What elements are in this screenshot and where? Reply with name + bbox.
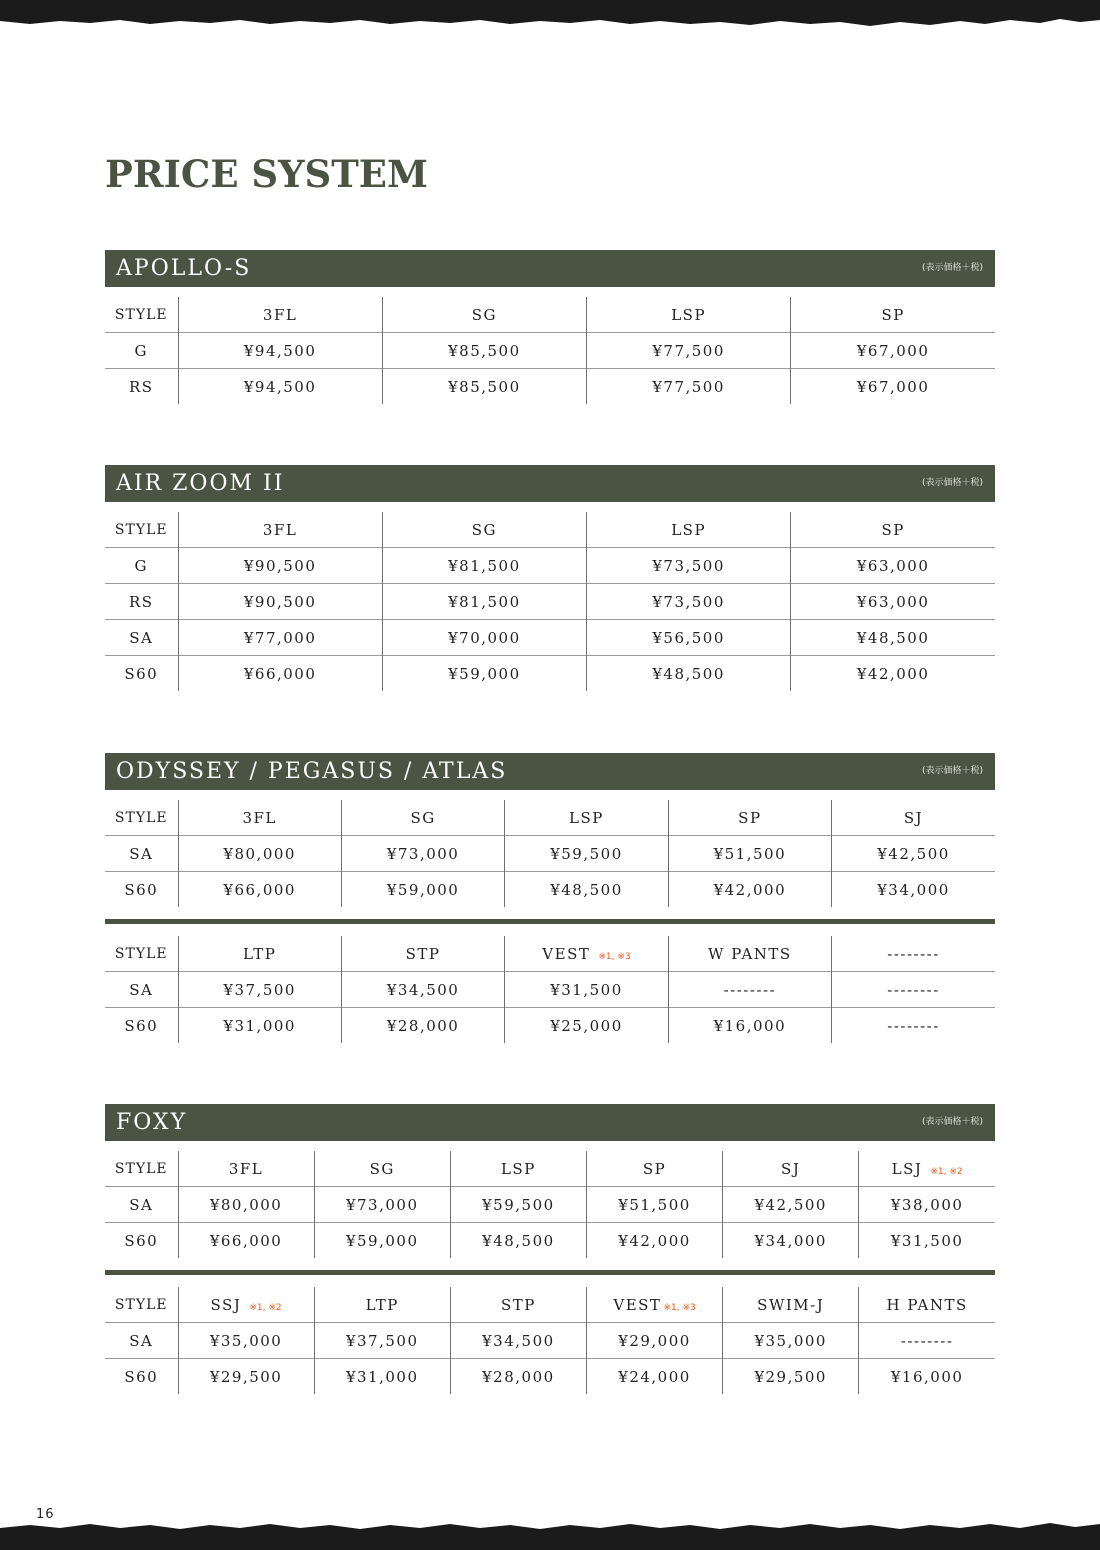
column-header: STYLE <box>114 945 168 962</box>
column-header: SG <box>382 297 586 333</box>
table-row <box>105 620 995 656</box>
table-row <box>105 836 995 872</box>
section-header <box>105 1104 995 1141</box>
column-header: STYLE <box>114 306 168 323</box>
price-cell: ¥42,000 <box>586 1223 722 1259</box>
table-divider <box>105 1270 995 1275</box>
section-apollo-s <box>105 250 995 404</box>
price-cell: ¥59,000 <box>341 872 504 908</box>
column-header: LSP <box>505 800 668 836</box>
price-cell: ¥35,000 <box>178 1323 314 1359</box>
price-cell: ¥29,500 <box>723 1359 859 1395</box>
column-header: SWIM-J <box>723 1287 859 1323</box>
price-table <box>105 936 995 1043</box>
torn-edge-bottom <box>0 1516 1100 1550</box>
section-title: FOXY <box>116 1110 188 1135</box>
price-cell: ¥73,500 <box>587 584 791 620</box>
price-table <box>105 297 995 404</box>
price-cell: ¥77,500 <box>587 369 791 405</box>
price-cell: ¥70,000 <box>382 620 586 656</box>
table-row <box>105 972 995 1008</box>
column-header: SJ <box>832 800 995 836</box>
price-cell: ¥28,000 <box>450 1359 586 1395</box>
section-title: APOLLO-S <box>116 256 252 281</box>
column-header: LTP <box>314 1287 450 1323</box>
price-cell: ¥51,500 <box>586 1187 722 1223</box>
style-cell: SA <box>105 1323 178 1359</box>
table-header-row <box>105 1151 995 1187</box>
price-cell: ¥59,000 <box>314 1223 450 1259</box>
price-cell: ¥90,500 <box>178 548 382 584</box>
column-header: STYLE <box>114 1296 168 1313</box>
price-cell: ¥34,000 <box>832 872 995 908</box>
column-header: H PANTS <box>859 1287 995 1323</box>
table-header-row <box>105 800 995 836</box>
column-header <box>178 1287 314 1323</box>
price-cell: ¥42,000 <box>791 656 995 692</box>
style-cell: G <box>105 548 178 584</box>
column-header <box>586 1287 722 1323</box>
column-header: LTP <box>178 936 341 972</box>
price-cell: ¥48,500 <box>587 656 791 692</box>
style-cell: RS <box>105 369 178 405</box>
table-header-row <box>105 512 995 548</box>
footnote-mark: ※1, ※3 <box>598 951 631 962</box>
price-cell: ¥16,000 <box>859 1359 995 1395</box>
price-table <box>105 512 995 691</box>
table-row <box>105 1359 995 1395</box>
price-cell: ¥48,500 <box>505 872 668 908</box>
tax-note: (表示価格＋税) <box>921 1117 983 1127</box>
style-cell: G <box>105 333 178 369</box>
price-cell: ¥38,000 <box>859 1187 995 1223</box>
style-cell: SA <box>105 972 178 1008</box>
table-header-row <box>105 297 995 333</box>
price-cell: ¥37,500 <box>314 1323 450 1359</box>
table-row <box>105 1323 995 1359</box>
price-cell: ¥80,000 <box>178 836 341 872</box>
price-cell: ¥28,000 <box>341 1008 504 1044</box>
column-header: 3FL <box>178 1151 314 1187</box>
page-number: 16 <box>36 1507 55 1522</box>
price-cell: ¥42,000 <box>668 872 831 908</box>
price-cell: ¥85,500 <box>382 333 586 369</box>
price-cell: ¥42,500 <box>832 836 995 872</box>
column-header: LSP <box>450 1151 586 1187</box>
column-header: SP <box>791 512 995 548</box>
section-title: ODYSSEY / PEGASUS / ATLAS <box>116 759 508 784</box>
column-header-label: VEST <box>542 944 591 963</box>
section-header <box>105 250 995 287</box>
price-cell: ¥42,500 <box>723 1187 859 1223</box>
price-cell: ¥73,500 <box>587 548 791 584</box>
section-title: AIR ZOOM II <box>116 471 285 496</box>
tax-note: (表示価格＋税) <box>921 263 983 273</box>
column-header: W PANTS <box>668 936 831 972</box>
table-row <box>105 333 995 369</box>
price-cell: ¥94,500 <box>178 333 382 369</box>
price-table <box>105 800 995 907</box>
price-cell: ¥81,500 <box>382 548 586 584</box>
price-cell: ¥63,000 <box>791 584 995 620</box>
table-row <box>105 1223 995 1259</box>
price-cell: ¥66,000 <box>178 1223 314 1259</box>
column-header: LSP <box>587 512 791 548</box>
table-row <box>105 1008 995 1044</box>
style-cell: RS <box>105 584 178 620</box>
table-row <box>105 872 995 908</box>
section-header <box>105 465 995 502</box>
column-header <box>859 1151 995 1187</box>
price-cell: ¥24,000 <box>586 1359 722 1395</box>
price-cell: ¥73,000 <box>314 1187 450 1223</box>
price-cell: -------- <box>859 1323 995 1359</box>
column-header: LSP <box>587 297 791 333</box>
footnote-mark: ※1, ※2 <box>249 1302 282 1313</box>
price-cell: ¥51,500 <box>668 836 831 872</box>
column-header: STYLE <box>114 521 168 538</box>
column-header: 3FL <box>178 297 382 333</box>
column-header: SP <box>586 1151 722 1187</box>
column-header: SG <box>314 1151 450 1187</box>
page-title: PRICE SYSTEM <box>105 152 428 196</box>
style-cell: S60 <box>105 1008 178 1044</box>
column-header: STP <box>450 1287 586 1323</box>
section-header <box>105 753 995 790</box>
price-cell: ¥77,000 <box>178 620 382 656</box>
table-row <box>105 369 995 405</box>
price-cell: -------- <box>668 972 831 1008</box>
column-header <box>505 936 668 972</box>
price-cell: ¥31,000 <box>314 1359 450 1395</box>
price-cell: ¥66,000 <box>178 872 341 908</box>
tax-note: (表示価格＋税) <box>921 766 983 776</box>
price-cell: ¥63,000 <box>791 548 995 584</box>
footnote-mark: ※1, ※3 <box>663 1302 696 1313</box>
footnote-mark: ※1, ※2 <box>930 1166 963 1177</box>
price-cell: ¥85,500 <box>382 369 586 405</box>
column-header: STYLE <box>114 1160 168 1177</box>
price-cell: ¥66,000 <box>178 656 382 692</box>
price-cell: ¥34,000 <box>723 1223 859 1259</box>
price-cell: -------- <box>832 972 995 1008</box>
style-cell: S60 <box>105 872 178 908</box>
section-odyssey-pegasus-atlas <box>105 753 995 1043</box>
section-air-zoom-ii <box>105 465 995 691</box>
price-cell: ¥31,000 <box>178 1008 341 1044</box>
price-cell: -------- <box>832 1008 995 1044</box>
price-cell: ¥34,500 <box>341 972 504 1008</box>
section-foxy <box>105 1104 995 1394</box>
price-cell: ¥81,500 <box>382 584 586 620</box>
price-cell: ¥67,000 <box>791 369 995 405</box>
price-cell: ¥80,000 <box>178 1187 314 1223</box>
table-row <box>105 656 995 692</box>
table-row <box>105 548 995 584</box>
price-cell: ¥48,500 <box>791 620 995 656</box>
table-header-row <box>105 936 995 972</box>
price-cell: ¥29,000 <box>586 1323 722 1359</box>
column-header: 3FL <box>178 800 341 836</box>
price-cell: ¥16,000 <box>668 1008 831 1044</box>
price-cell: ¥37,500 <box>178 972 341 1008</box>
price-cell: ¥67,000 <box>791 333 995 369</box>
style-cell: SA <box>105 836 178 872</box>
column-header: SP <box>668 800 831 836</box>
price-cell: ¥35,000 <box>723 1323 859 1359</box>
column-header: -------- <box>832 936 995 972</box>
table-row <box>105 584 995 620</box>
price-cell: ¥48,500 <box>450 1223 586 1259</box>
price-cell: ¥73,000 <box>341 836 504 872</box>
price-cell: ¥29,500 <box>178 1359 314 1395</box>
column-header-label: VEST <box>613 1295 662 1314</box>
style-cell: S60 <box>105 656 178 692</box>
price-cell: ¥94,500 <box>178 369 382 405</box>
price-cell: ¥25,000 <box>505 1008 668 1044</box>
column-header: SG <box>341 800 504 836</box>
price-cell: ¥31,500 <box>859 1223 995 1259</box>
price-cell: ¥56,500 <box>587 620 791 656</box>
price-cell: ¥77,500 <box>587 333 791 369</box>
column-header: SJ <box>723 1151 859 1187</box>
price-cell: ¥59,500 <box>450 1187 586 1223</box>
style-cell: S60 <box>105 1223 178 1259</box>
column-header-label: LSJ <box>891 1159 923 1178</box>
column-header: SP <box>791 297 995 333</box>
price-cell: ¥31,500 <box>505 972 668 1008</box>
price-cell: ¥90,500 <box>178 584 382 620</box>
price-table <box>105 1287 995 1394</box>
price-cell: ¥59,000 <box>382 656 586 692</box>
style-cell: SA <box>105 620 178 656</box>
style-cell: S60 <box>105 1359 178 1395</box>
price-table <box>105 1151 995 1258</box>
table-row <box>105 1187 995 1223</box>
price-cell: ¥34,500 <box>450 1323 586 1359</box>
style-cell: SA <box>105 1187 178 1223</box>
table-header-row <box>105 1287 995 1323</box>
table-divider <box>105 919 995 924</box>
torn-edge-top <box>0 0 1100 34</box>
tax-note: (表示価格＋税) <box>921 478 983 488</box>
column-header: 3FL <box>178 512 382 548</box>
column-header-label: SSJ <box>210 1295 242 1314</box>
price-cell: ¥59,500 <box>505 836 668 872</box>
column-header: STP <box>341 936 504 972</box>
column-header: SG <box>382 512 586 548</box>
column-header: STYLE <box>114 809 168 826</box>
